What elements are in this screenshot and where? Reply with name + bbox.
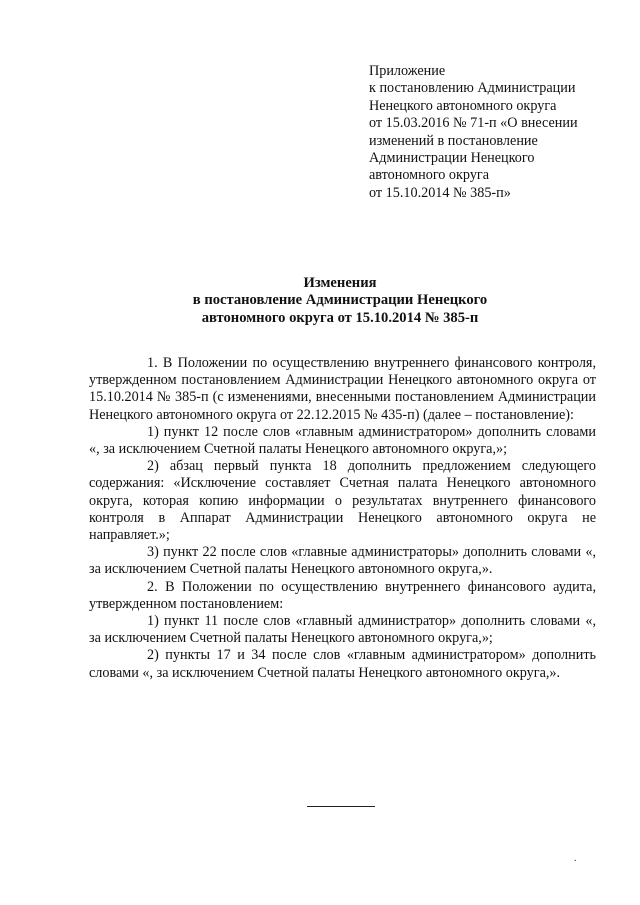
- annex-line: от 15.10.2014 № 385-п»: [369, 184, 511, 201]
- paragraph-item-2-1: 1) пункт 11 после слов «главный администратор» дополнить словами «, за исключением Счетной палаты Ненецкого автономного округа,»;: [89, 613, 596, 647]
- paragraph-section-1: 1. В Положении по осуществлению внутреннего финансового контроля, утвержденном постановлением Администрации Ненецкого автономного округа от 15.10.2014 № 385-п (с изменениями, внесенными постановлением Администрации Ненецкого автономного округа от 22.12.2015 № 435-п) (далее – постановление):: [89, 355, 596, 423]
- paragraph-section-2: 2. В Положении по осуществлению внутреннего финансового аудита, утвержденном постановлением:: [89, 578, 596, 612]
- closing-separator-line: [307, 806, 375, 807]
- title-line: Изменения: [303, 275, 377, 291]
- annex-line: изменений в постановление: [369, 132, 538, 149]
- annex-line: к постановлению Администрации: [369, 80, 576, 97]
- title-line: в постановление Администрации Ненецкого: [192, 292, 488, 309]
- annex-line: Приложение: [369, 63, 446, 79]
- paragraph-item-1-3: 3) пункт 22 после слов «главные администраторы» дополнить словами «, за исключением Счетной палаты Ненецкого автономного округа,».: [89, 544, 596, 578]
- annex-line: от 15.03.2016 № 71-п «О внесении: [369, 115, 578, 132]
- paragraph-item-1-1: 1) пункт 12 после слов «главным администратором» дополнить словами «, за исключением Счетной палаты Ненецкого автономного округа,»;: [89, 423, 596, 458]
- document-body: [89, 355, 596, 682]
- annex-line: Администрации Ненецкого: [369, 150, 535, 167]
- paragraph-item-2-2: 2) пункты 17 и 34 после слов «главным администратором» дополнить словами «, за исключением Счетной палаты Ненецкого автономного округа,».: [89, 647, 596, 681]
- annex-line: автономного округа: [369, 167, 490, 184]
- annex-header: [369, 63, 619, 202]
- corner-mark: .: [574, 853, 577, 864]
- document-title: [80, 275, 600, 327]
- paragraph-item-1-2: 2) абзац первый пункта 18 дополнить предложением следующего содержания: «Исключение составляет Счетная палата Ненецкого автономного округа, которая копию информации о результатах внутреннего финансового контроля в Аппарат Администрации Ненецкого автономного округа не направляет.»;: [89, 458, 596, 544]
- title-line: автономного округа от 15.10.2014 № 385-п: [201, 309, 479, 326]
- annex-line: Ненецкого автономного округа: [369, 97, 557, 114]
